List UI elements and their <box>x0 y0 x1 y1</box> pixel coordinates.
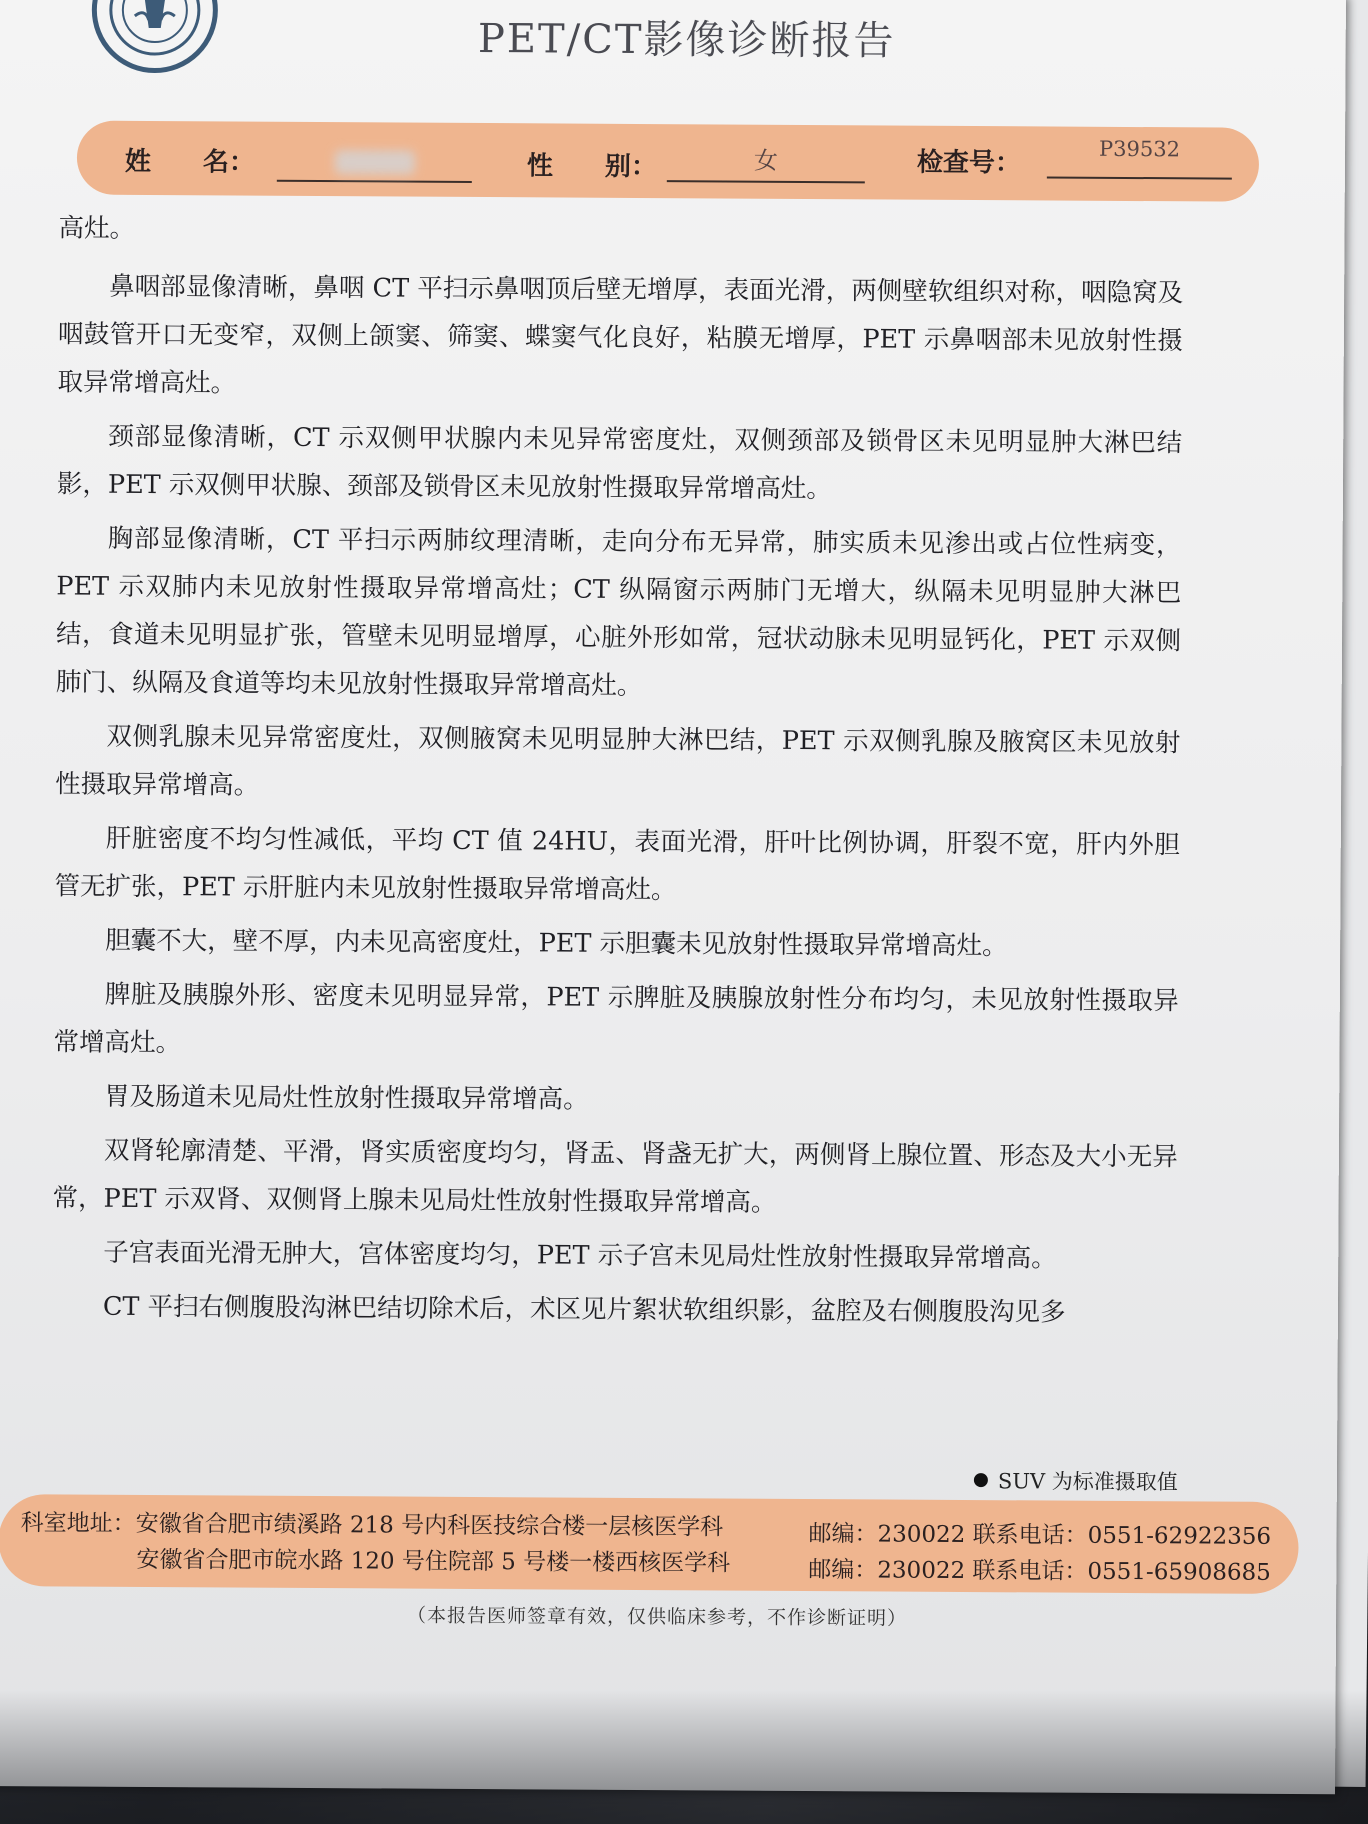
address-label: 科室地址： <box>20 1510 136 1537</box>
sex-label: 性 别： <box>526 151 658 183</box>
finding-breast: 双侧乳腺未见异常密度灶，双侧腋窝未见明显肿大淋巴结，PET 示双侧乳腺及腋窝区未见放射性摄取异常增高。 <box>55 721 1181 801</box>
bullet-icon <box>974 1473 988 1487</box>
report-title: PET/CT影像诊断报告 <box>477 15 896 65</box>
finding-gallbladder: 胆囊不大，壁不厚，内未见高密度灶，PET 示胆囊未见放射性摄取异常增高灶。 <box>105 925 1008 962</box>
finding-liver: 肝脏密度不均匀性减低，平均 CT 值 24HU，表面光滑，肝叶比例协调，肝裂不宽，肝内外胆管无扩张，PET 示肝脏内未见放射性摄取异常增高灶。 <box>54 823 1180 906</box>
contact-line-1: 邮编：230022 联系电话：0551-62922356 <box>808 1521 1272 1550</box>
finding-spleen-pancreas: 脾脏及胰腺外形、密度未见明显异常，PET 示脾脏及胰腺放射性分布均匀，未见放射性摄取异常增高灶。 <box>53 979 1179 1059</box>
finding-neck: 颈部显像清晰，CT 示双侧甲状腺内未见异常密度灶，双侧颈部及锁骨区未见明显肿大淋巴结影，PET 示双侧甲状腺、颈部及锁骨区未见放射性摄取异常增高灶。 <box>56 421 1183 505</box>
address-line-1 <box>21 1506 724 1544</box>
finding-chest: 胸部显像清晰，CT 平扫示两肺纹理清晰，走向分布无异常，肺实质未见渗出或占位性病变，PET 示双肺内未见放射性摄取异常增高灶；CT 纵隔窗示两肺门无增大，纵隔未见明显肿大淋巴结，食道未见明显扩张，管壁未见明显增厚，心脏外形如常，冠状动脉未见明显钙化，PET 示双侧肺门、纵隔及食道等均未见放射性摄取异常增高灶。 <box>55 523 1182 702</box>
name-label: 姓 名： <box>124 146 256 178</box>
suv-note <box>974 1465 1178 1496</box>
address-1: 安徽省合肥市绩溪路 218 号内科医技综合楼一层核医学科 <box>135 1510 724 1541</box>
exam-no-value: P39532 <box>1047 136 1232 179</box>
finding-gi-tract: 胃及肠道未见局灶性放射性摄取异常增高。 <box>104 1081 589 1115</box>
exam-no-label: 检查号： <box>916 147 1022 179</box>
disclaimer: （本报告医师签章有效，仅供临床参考，不作诊断证明） <box>406 1604 908 1630</box>
address-line-2: 安徽省合肥市皖水路 120 号住院部 5 号楼一楼西核医学科 <box>136 1546 731 1577</box>
sex-value: 女 <box>667 140 865 183</box>
finding-kidneys: 双肾轮廓清楚、平滑，肾实质密度均匀，肾盂、肾盏无扩大，两侧肾上腺位置、形态及大小无异常，PET 示双肾、双侧肾上腺未见局灶性放射性摄取异常增高。 <box>52 1135 1178 1218</box>
findings-text <box>52 204 1184 1343</box>
finding-pelvis: CT 平扫右侧腹股沟淋巴结切除术后，术区见片絮状软组织影，盆腔及右侧腹股沟见多 <box>102 1291 1066 1328</box>
contact-line-2: 邮编：230022 联系电话：0551-65908685 <box>808 1557 1271 1586</box>
finding-uterus: 子宫表面光滑无肿大，宫体密度均匀，PET 示子宫未见局灶性放射性摄取异常增高。 <box>103 1237 1057 1274</box>
suv-note-text: SUV 为标准摄取值 <box>997 1469 1178 1495</box>
finding-paragraph: 高灶。 <box>58 213 136 244</box>
finding-nasopharynx: 鼻咽部显像清晰，鼻咽 CT 平扫示鼻咽顶后壁无增厚，表面光滑，两侧壁软组织对称，咽隐窝及咽鼓管开口无变窄，双侧上颌窦、筛窦、蝶窦气化良好，粘膜无增厚，PET 示鼻咽部未见放射性摄取异常增高灶。 <box>57 271 1184 399</box>
name-value-redacted <box>277 140 472 183</box>
